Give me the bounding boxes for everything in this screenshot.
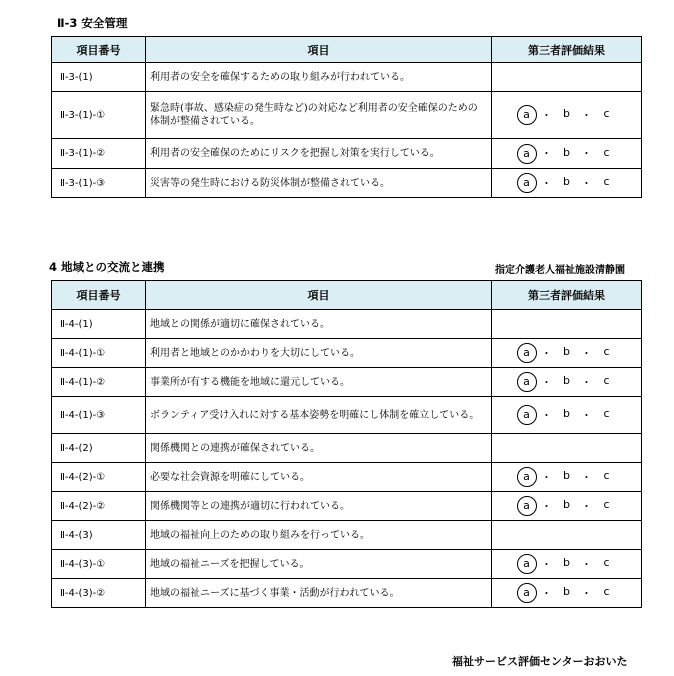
item-description-cell: 関係機関等との連携が適切に行われている。 [146, 492, 492, 521]
item-number-cell: Ⅱ-3-(1)-② [52, 139, 146, 169]
section-3-title: Ⅱ-3 安全管理 [57, 16, 128, 30]
item-description-cell: 利用者の安全を確保するための取り組みが行われている。 [146, 63, 492, 92]
rating-a-selected: a [517, 144, 537, 164]
table-row [52, 579, 642, 608]
rating-separator: ・ [581, 557, 592, 571]
safety-management-table [51, 36, 642, 198]
item-description-cell: 利用者の安全確保のためにリスクを把握し対策を実行している。 [146, 139, 492, 169]
rating-separator: ・ [541, 147, 552, 160]
table-row [52, 492, 642, 521]
footer-organization: 福祉サービス評価センターおおいた [452, 655, 628, 668]
rating-separator: ・ [581, 108, 592, 122]
item-number-cell: Ⅱ-4-(2)-① [52, 463, 146, 492]
rating-a-selected: a [517, 583, 537, 603]
item-number-cell: Ⅱ-4-(3)-② [52, 579, 146, 608]
rating-separator: ・ [581, 176, 592, 190]
item-description-cell: 事業所が有する機能を地域に還元している。 [146, 368, 492, 397]
rating-a-selected: a [517, 405, 537, 425]
rating-a-selected: a [517, 554, 537, 574]
header-evaluation-result: 第三者評価結果 [492, 281, 642, 310]
rating-separator: ・ [541, 499, 552, 513]
rating-a-selected: a [517, 467, 537, 487]
rating-separator: ・ [581, 586, 592, 600]
facility-name: 指定介護老人福祉施設清静園 [495, 265, 625, 276]
evaluation-result-cell [492, 310, 642, 339]
header-item-number: 項目番号 [52, 37, 146, 63]
item-description-cell: 緊急時(事故、感染症の発生時など)の対応など利用者の安全確保のための体制が整備されている。 [146, 92, 492, 139]
item-number-cell: Ⅱ-4-(1)-② [52, 368, 146, 397]
item-description-cell: 地域との関係が適切に確保されている。 [146, 310, 492, 339]
table-row [52, 397, 642, 434]
table-header-row [52, 281, 642, 310]
table-row [52, 339, 642, 368]
table-row [52, 310, 642, 339]
table-row [52, 139, 642, 169]
evaluation-result-cell [492, 169, 642, 198]
rating-separator: ・ [541, 375, 552, 389]
rating-c: c [603, 498, 610, 511]
community-exchange-table [51, 280, 642, 608]
rating-a-selected: a [517, 496, 537, 516]
header-item: 項目 [146, 37, 492, 63]
evaluation-result-cell [492, 63, 642, 92]
header-item: 項目 [146, 281, 492, 310]
item-number-cell: Ⅱ-4-(1)-③ [52, 397, 146, 434]
header-item-number: 項目番号 [52, 281, 146, 310]
rating-c: c [603, 374, 610, 387]
rating-separator: ・ [581, 408, 592, 422]
rating-c: c [603, 556, 610, 569]
item-description-cell: 地域の福祉ニーズに基づく事業・活動が行われている。 [146, 579, 492, 608]
rating-separator: ・ [541, 346, 552, 360]
rating-b: b [563, 469, 570, 482]
section-4-title: 4 地域との交流と連携 [49, 260, 165, 274]
evaluation-result-cell [492, 550, 642, 579]
rating-separator: ・ [541, 470, 552, 484]
item-number-cell: Ⅱ-3-(1)-① [52, 92, 146, 139]
evaluation-result-cell [492, 368, 642, 397]
item-number-cell: Ⅱ-4-(2)-② [52, 492, 146, 521]
evaluation-result-cell [492, 579, 642, 608]
rating-c: c [603, 145, 610, 159]
evaluation-result-cell [492, 92, 642, 139]
item-number-cell: Ⅱ-4-(1)-① [52, 339, 146, 368]
item-number-cell: Ⅱ-4-(3) [52, 521, 146, 550]
table-row [52, 368, 642, 397]
item-description-cell: 利用者と地域とのかかわりを大切にしている。 [146, 339, 492, 368]
table-row [52, 550, 642, 579]
rating-b: b [563, 175, 570, 188]
rating-c: c [603, 469, 610, 482]
rating-b: b [563, 345, 570, 358]
item-description-cell: 地域の福祉ニーズを把握している。 [146, 550, 492, 579]
item-description-cell: ボランティア受け入れに対する基本姿勢を明確にし体制を確立している。 [146, 397, 492, 434]
table-row [52, 92, 642, 139]
rating-c: c [603, 345, 610, 358]
evaluation-result-cell [492, 492, 642, 521]
rating-b: b [563, 407, 570, 420]
item-number-cell: Ⅱ-3-(1) [52, 63, 146, 92]
rating-separator: ・ [581, 499, 592, 513]
rating-separator: ・ [541, 176, 552, 190]
rating-b: b [563, 107, 570, 120]
rating-separator: ・ [541, 557, 552, 571]
header-evaluation-result: 第三者評価結果 [492, 37, 642, 63]
rating-b: b [563, 374, 570, 387]
evaluation-result-cell [492, 397, 642, 434]
table-row [52, 63, 642, 92]
rating-a-selected: a [517, 173, 537, 193]
table-row [52, 463, 642, 492]
evaluation-result-cell [492, 139, 642, 169]
evaluation-result-cell [492, 339, 642, 368]
rating-c: c [603, 175, 610, 188]
item-description-cell: 関係機関との連携が確保されている。 [146, 434, 492, 463]
rating-separator: ・ [581, 346, 592, 360]
item-description-cell: 地域の福祉向上のための取り組みを行っている。 [146, 521, 492, 550]
item-description-cell: 災害等の発生時における防災体制が整備されている。 [146, 169, 492, 198]
item-number-cell: Ⅱ-4-(2) [52, 434, 146, 463]
evaluation-result-cell [492, 434, 642, 463]
evaluation-result-cell [492, 521, 642, 550]
rating-a-selected: a [517, 105, 537, 125]
rating-b: b [563, 498, 570, 511]
rating-separator: ・ [581, 470, 592, 484]
item-number-cell: Ⅱ-4-(1) [52, 310, 146, 339]
rating-b: b [563, 145, 570, 159]
item-number-cell: Ⅱ-4-(3)-① [52, 550, 146, 579]
rating-separator: ・ [581, 147, 592, 160]
evaluation-result-cell [492, 463, 642, 492]
rating-a-selected: a [517, 343, 537, 363]
rating-separator: ・ [541, 108, 552, 122]
rating-separator: ・ [541, 408, 552, 422]
table-row [52, 169, 642, 198]
table-row [52, 521, 642, 550]
item-description-cell: 必要な社会資源を明確にしている。 [146, 463, 492, 492]
table-row [52, 434, 642, 463]
item-number-cell: Ⅱ-3-(1)-③ [52, 169, 146, 198]
rating-a-selected: a [517, 372, 537, 392]
rating-separator: ・ [581, 375, 592, 389]
rating-b: b [563, 585, 570, 598]
rating-c: c [603, 407, 610, 420]
table-header-row [52, 37, 642, 63]
rating-c: c [603, 107, 610, 120]
rating-separator: ・ [541, 586, 552, 600]
rating-b: b [563, 556, 570, 569]
rating-c: c [603, 585, 610, 598]
